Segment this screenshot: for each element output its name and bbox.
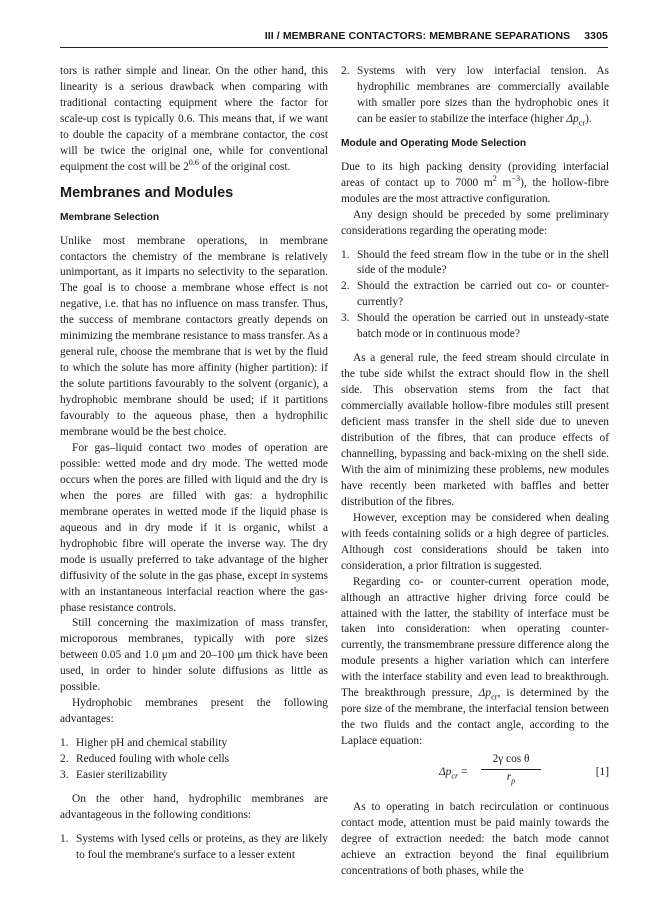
subsection-title-membrane-selection: Membrane Selection	[60, 211, 160, 223]
paragraph-hydrophobic-intro: Hydrophobic membranes present the following advantages:	[60, 697, 328, 726]
section-title: Membranes and Modules	[60, 184, 234, 201]
equation-number: [1]	[595, 766, 609, 779]
laplace-equation	[341, 752, 609, 794]
running-header	[60, 30, 608, 48]
subsection-title-module-selection: Module and Operating Mode Selection	[341, 137, 527, 149]
list-item: 1. Systems with lysed cells or proteins, as they are likely to foul the membrane's surface to a lesser extent	[60, 832, 328, 861]
left-column	[60, 64, 328, 864]
paragraph-batch-mode: As to operating in batch recirculation or continuous contact mode, attention must be paid mainly towards the degree of extraction needed: the batch mode cannot achieve an extraction beyond the final equilibrium concentrations of both phases, while the	[341, 801, 609, 877]
list-item: 2. Should the extraction be carried out co- or counter-currently?	[341, 280, 609, 309]
equation-fraction: $\frac{\text{2γ cos θ}}{r_p}$	[481, 752, 541, 786]
list-item: 1. Higher pH and chemical stability	[60, 737, 228, 750]
list-item: 3. Should the operation be carried out in unsteady-state batch mode or in continuous mode?	[341, 312, 609, 341]
list-item: 1. Should the feed stream flow in the tube or in the shell side of the module?	[341, 248, 609, 277]
paragraph-membrane-choice: Unlike most membrane operations, in membrane contactors the chemistry of the membrane is relatively unimportant, as it imparts no selectivity to the separation. The goal is to choose a membrane whose effect is not negative, i.e. that has no influence on mass transfer. Thus, the success of membrane contactors greatly depends on minimizing the membrane resistance to mass transfer. As a general rule, choose the membrane that is wet by the fluid to which the solute has more affinity (higher partition): if the solute partitions favourably to the solvent (organic), a hydrophobic membrane should be used; if it partitions favourably to the aqueous phase, then a hydrophilic membrane would be the best choice.	[60, 234, 328, 439]
list-item: 2. Reduced fouling with whole cells	[60, 753, 230, 766]
paragraph-microporous: Still concerning the maximization of mass transfer, microporous membranes, typically with pore sizes between 0.05 and 1.0 μm and 20–100 μm thick have been used, in order to hinder solute diffusions as little as possible.	[60, 617, 328, 694]
paragraph-hydrophilic-intro: On the other hand, hydrophilic membranes are advantageous in the following conditions:	[60, 792, 328, 821]
page-number: 3305	[584, 30, 608, 42]
right-column	[341, 64, 609, 880]
paragraph-feed-stream: As a general rule, the feed stream should circulate in the tube side whilst the extract should flow in the shell side. This observation stems from the fact that commercially available hollow-fibre modules still present deficient mass transfer in the shell side due to uneven distribution of the fibres, that can produce effects of channelling, bypassing and back-mixing on the shell side. With the aim of minimizing these problems, new modules have recently been marketed with baffles and better distribution of the fibres.	[341, 352, 609, 508]
paragraph-packing-density: Due to its high packing density (providing interfacial areas of contact up to 7000 $m^2$ $m^{-3}$), the hollow-fibre modules are the most attractive configuration.	[341, 160, 609, 205]
paragraph-gas-liquid: For gas–liquid contact two modes of operation are possible: wetted mode and dry mode. The wetted mode occurs when the pores are filled with liquid and the dry is when the pores are filled with gas: a hydrophilic membrane operates in wetted mode if the liquid phase is aqueous and in dry mode if it is organic, whilst a hydrophobic fibre will operate the inverse way. The dry mode is usually preferred to take advantage of the higher diffusivity of the solute in the gas phase, except in systems with an instantaneous interfacial reaction where the gas-phase resistance controls.	[60, 441, 328, 614]
equation-lhs: $\Delta p_{cr}$ =	[439, 766, 468, 781]
questions-list	[341, 248, 609, 344]
conditions-list-continued	[341, 64, 609, 128]
intro-paragraph: tors is rather simple and linear. On the other hand, this linearity is a serious drawback when comparing with traditional contacting equipment where the factor for scale-up cost is typically 0.6. This means that, if we want to double the capacity of a membrane contactor, the cost will be twice the original one, while for conventional equipment the cost will be $2^{0.6}$ of the original cost.	[60, 65, 328, 173]
advantages-list	[60, 736, 328, 784]
paragraph-design-considerations: Any design should be preceded by some preliminary considerations regarding the operating mode:	[341, 208, 609, 237]
conditions-list	[60, 832, 328, 864]
header-title: III / MEMBRANE CONTACTORS: MEMBRANE SEPARATIONS	[264, 30, 571, 42]
list-item: 2. Systems with very low interfacial tension. As hydrophilic membranes are commercially available with smaller pore sizes than the hydrophobic ones it can be easier to stabilize the interface (higher $\Delta p_{cr}$).	[341, 65, 609, 128]
paragraph-exception: However, exception may be considered when dealing with feeds containing solids or a high degree of particles. Although cost considerations should be taken into consideration, a prior filtration is suggested.	[341, 511, 609, 572]
list-item: 3. Easier sterilizability	[60, 769, 168, 782]
paragraph-counter-current: Regarding co- or counter-current operation mode, although an attractive higher driving force could be attained with the latter, the stability of interface must be taken into consideration: when operating counter-currently, the transmembrane pressure difference along the module presents a higher variation which can interfere with the interface stability and even lead to breakthrough. The breakthrough pressure, $\Delta p_{cr}$, is determined by the pore size of the membrane, the interfacial tension between the two fluids and the contact angle, according to the Laplace equation:	[341, 575, 609, 748]
